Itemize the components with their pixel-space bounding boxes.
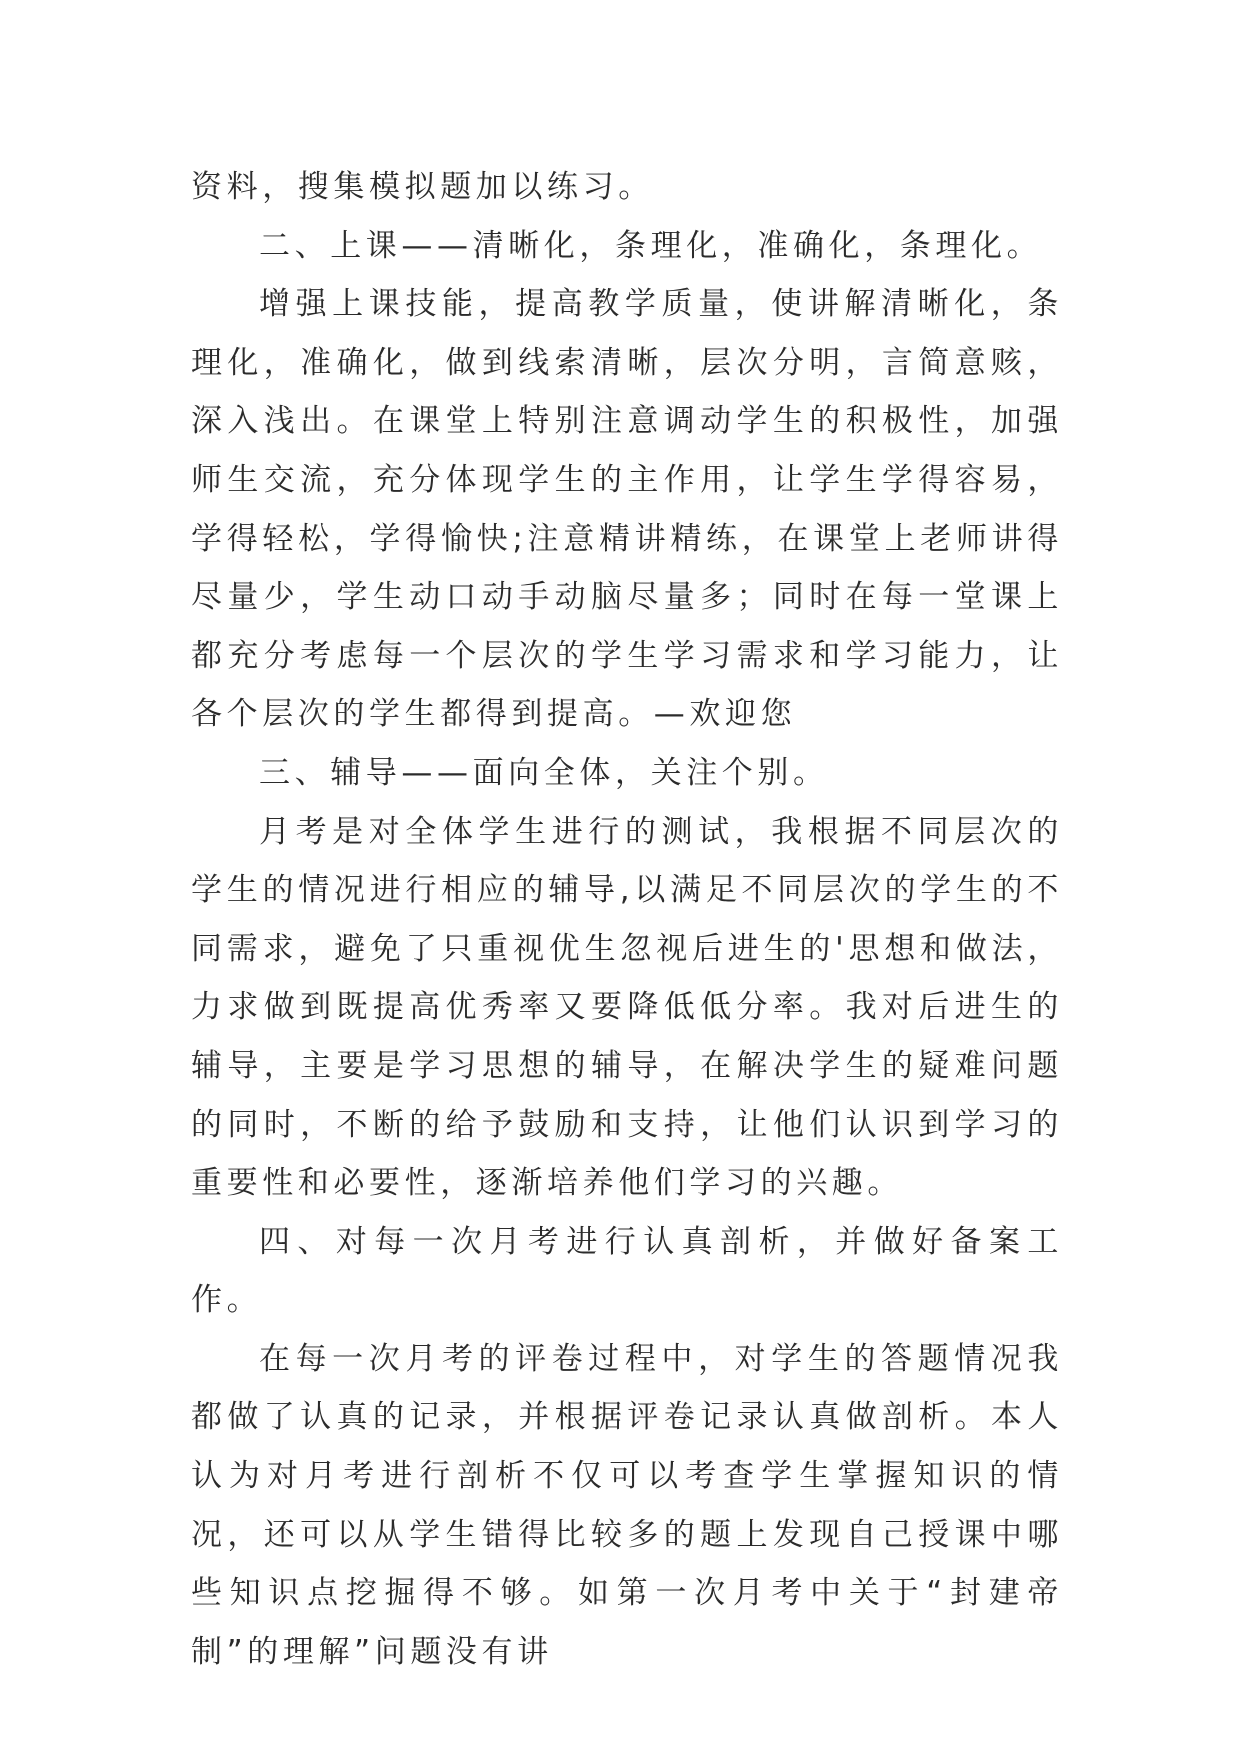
paragraph-4-heading: 三、辅导——面向全体，关注个别。 — [259, 754, 829, 791]
document-body — [191, 158, 1063, 1681]
paragraph-5: 月考是对全体学生进行的测试，我根据不同层次的学生的情况进行相应的辅导,以满足不同层次的学生的不同需求，避免了只重视优生忽视后进生的'思想和做法，力求做到既提高优秀率又要降低低分率。我对后进生的辅导，主要是学习思想的辅导，在解决学生的疑难问题的同时，不断的给予鼓励和支持，让他们认识到学习的重要性和必要性，逐渐培养他们学习的兴趣。 — [191, 813, 1063, 1202]
paragraph-2-heading: 二、上课——清晰化，条理化，准确化，条理化。 — [259, 227, 1043, 264]
paragraph-6-heading: 四、对每一次月考进行认真剖析，并做好备案工作。 — [191, 1223, 1063, 1319]
paragraph-7: 在每一次月考的评卷过程中，对学生的答题情况我都做了认真的记录，并根据评卷记录认真做剖析。本人认为对月考进行剖析不仅可以考查学生掌握知识的情况，还可以从学生错得比较多的题上发现自己授课中哪些知识点挖掘得不够。如第一次月考中关于“封建帝制”的理解”问题没有讲 — [191, 1340, 1063, 1670]
paragraph-1: 资料，搜集模拟题加以练习。 — [191, 169, 654, 205]
paragraph-3: 增强上课技能，提高教学质量，使讲解清晰化，条理化，准确化，做到线索清晰，层次分明，言简意赅，深入浅出。在课堂上特别注意调动学生的积极性，加强师生交流，充分体现学生的主作用，让学生学得容易，学得轻松，学得愉快;注意精讲精练，在课堂上老师讲得尽量少，学生动口动手动脑尽量多；同时在每一堂课上都充分考虑每一个层次的学生学习需求和学习能力，让各个层次的学生都得到提高。—欢迎您 — [191, 286, 1063, 733]
